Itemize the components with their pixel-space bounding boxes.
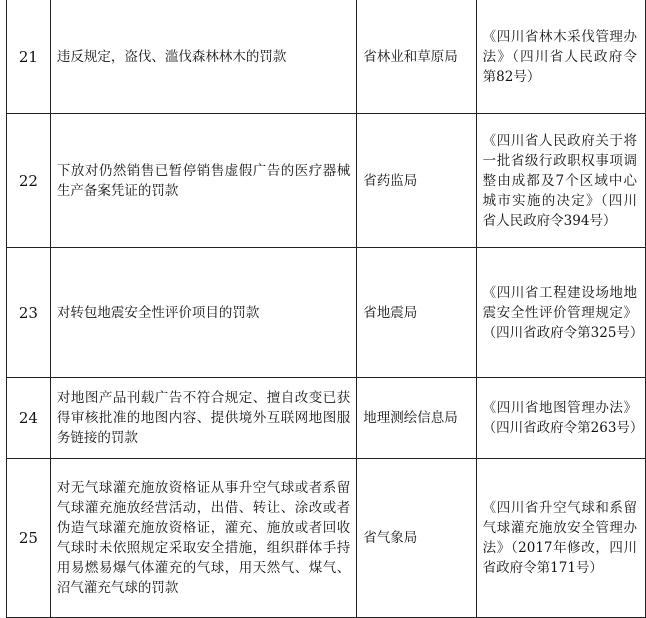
item-description: 对无气球灌充施放资格证从事升空气球或者系留气球灌充施放经营活动，出借、转让、涂改或者伪造气球灌充施放资格证，灌充、施放或者回收气球时未依照规定采取安全措施，组织群体手持用易燃易爆气体灌充的气球，用天然气、煤气、沼气灌充气球的罚款 xyxy=(50,459,356,618)
item-number: 22 xyxy=(7,114,51,248)
item-description: 对地图产品刊载广告不符合规定、擅自改变已获得审核批准的地图内容、提供境外互联网地图服务链接的罚款 xyxy=(50,378,356,459)
item-legal-basis: 《四川省工程建设场地地震安全性评价管理规定》（四川省政府令第325号） xyxy=(476,248,645,378)
table-row xyxy=(7,114,646,248)
item-number: 24 xyxy=(7,378,51,459)
table-row xyxy=(7,459,646,618)
item-number: 21 xyxy=(7,0,51,114)
item-authority: 省药监局 xyxy=(357,114,476,248)
item-number: 25 xyxy=(7,459,51,618)
item-legal-basis: 《四川省林木采伐管理办法》（四川省人民政府令第82号） xyxy=(476,0,645,114)
item-legal-basis: 《四川省升空气球和系留气球灌充施放安全管理办法》（2017年修改，四川省政府令第171号） xyxy=(476,459,645,618)
table-row xyxy=(7,0,646,114)
table-row xyxy=(7,378,646,459)
penalty-items-table xyxy=(6,0,646,618)
item-authority: 省气象局 xyxy=(357,459,476,618)
item-legal-basis: 《四川省人民政府关于将一批省级行政职权事项调整由成都及7个区域中心城市实施的决定》（四川省人民政府令394号） xyxy=(476,114,645,248)
item-legal-basis: 《四川省地图管理办法》（四川省政府令第263号） xyxy=(476,378,645,459)
item-description: 违反规定，盗伐、滥伐森林林木的罚款 xyxy=(50,0,356,114)
item-authority: 省地震局 xyxy=(357,248,476,378)
item-description: 下放对仍然销售已暂停销售虚假广告的医疗器械生产备案凭证的罚款 xyxy=(50,114,356,248)
item-number: 23 xyxy=(7,248,51,378)
table-row xyxy=(7,248,646,378)
item-description: 对转包地震安全性评价项目的罚款 xyxy=(50,248,356,378)
item-authority: 省林业和草原局 xyxy=(357,0,476,114)
item-authority: 地理测绘信息局 xyxy=(357,378,476,459)
